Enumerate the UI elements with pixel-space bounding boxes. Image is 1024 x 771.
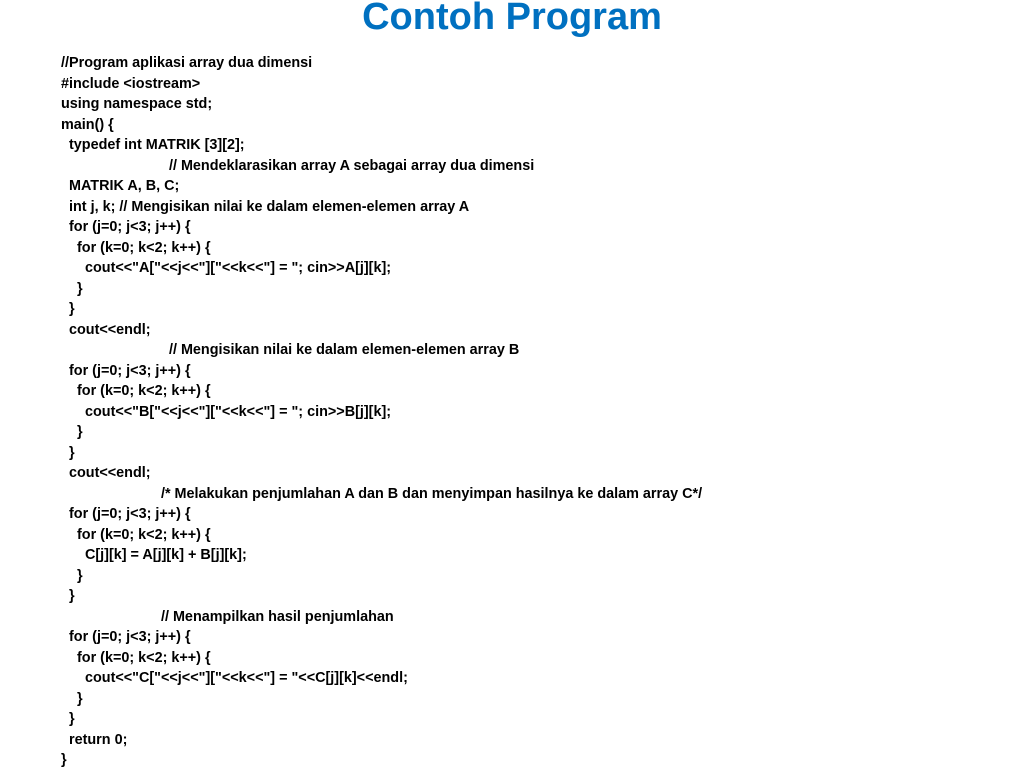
code-line: } — [61, 711, 75, 727]
code-line: cout<<"A["<<j<<"]["<<k<<"] = "; cin>>A[j][k]; — [61, 260, 392, 276]
code-line: cout<<endl; — [61, 465, 151, 481]
code-line: main() { — [61, 116, 114, 133]
code-line: #include <iostream> — [61, 75, 201, 92]
code-line: int j, k; // Mengisikan nilai ke dalam elemen-elemen array A — [61, 198, 470, 215]
code-line: } — [61, 588, 75, 604]
code-line: } — [61, 444, 75, 461]
code-line: C[j][k] = A[j][k] + B[j][k]; — [61, 547, 247, 563]
code-line: typedef int MATRIK [3][2]; — [61, 137, 245, 153]
code-line: for (k=0; k<2; k++) { — [61, 383, 211, 399]
code-line: // Mendeklarasikan array A sebagai array dua dimensi — [61, 157, 535, 174]
code-line: } — [61, 752, 67, 768]
code-line: for (k=0; k<2; k++) { — [61, 649, 211, 666]
code-line: //Program aplikasi array dua dimensi — [61, 55, 313, 71]
code-line: } — [61, 280, 83, 297]
code-line: // Mengisikan nilai ke dalam elemen-elemen array B — [61, 342, 520, 358]
code-line: /* Melakukan penjumlahan A dan B dan menyimpan hasilnya ke dalam array C*/ — [61, 485, 703, 502]
code-line: cout<<"B["<<j<<"]["<<k<<"] = "; cin>>B[j][k]; — [61, 403, 392, 420]
code-line: // Menampilkan hasil penjumlahan — [61, 608, 394, 625]
code-line: using namespace std; — [61, 96, 213, 112]
code-block — [61, 53, 1001, 771]
code-line: cout<<"C["<<j<<"]["<<k<<"] = "<<C[j][k]<<endl; — [61, 670, 408, 686]
code-line: } — [61, 301, 75, 317]
code-line: } — [61, 690, 83, 707]
code-line: MATRIK A, B, C; — [61, 178, 180, 194]
code-line: for (j=0; j<3; j++) { — [61, 362, 191, 379]
code-line: for (j=0; j<3; j++) { — [61, 629, 191, 645]
code-line: for (j=0; j<3; j++) { — [61, 506, 191, 522]
code-line: return 0; — [61, 731, 128, 748]
code-line: } — [61, 567, 83, 584]
code-line: for (j=0; j<3; j++) { — [61, 219, 191, 235]
code-line: cout<<endl; — [61, 321, 151, 338]
code-line: for (k=0; k<2; k++) { — [61, 526, 211, 543]
code-line: for (k=0; k<2; k++) { — [61, 239, 211, 256]
slide-title: Contoh Program — [362, 0, 662, 38]
code-line: } — [61, 424, 83, 440]
